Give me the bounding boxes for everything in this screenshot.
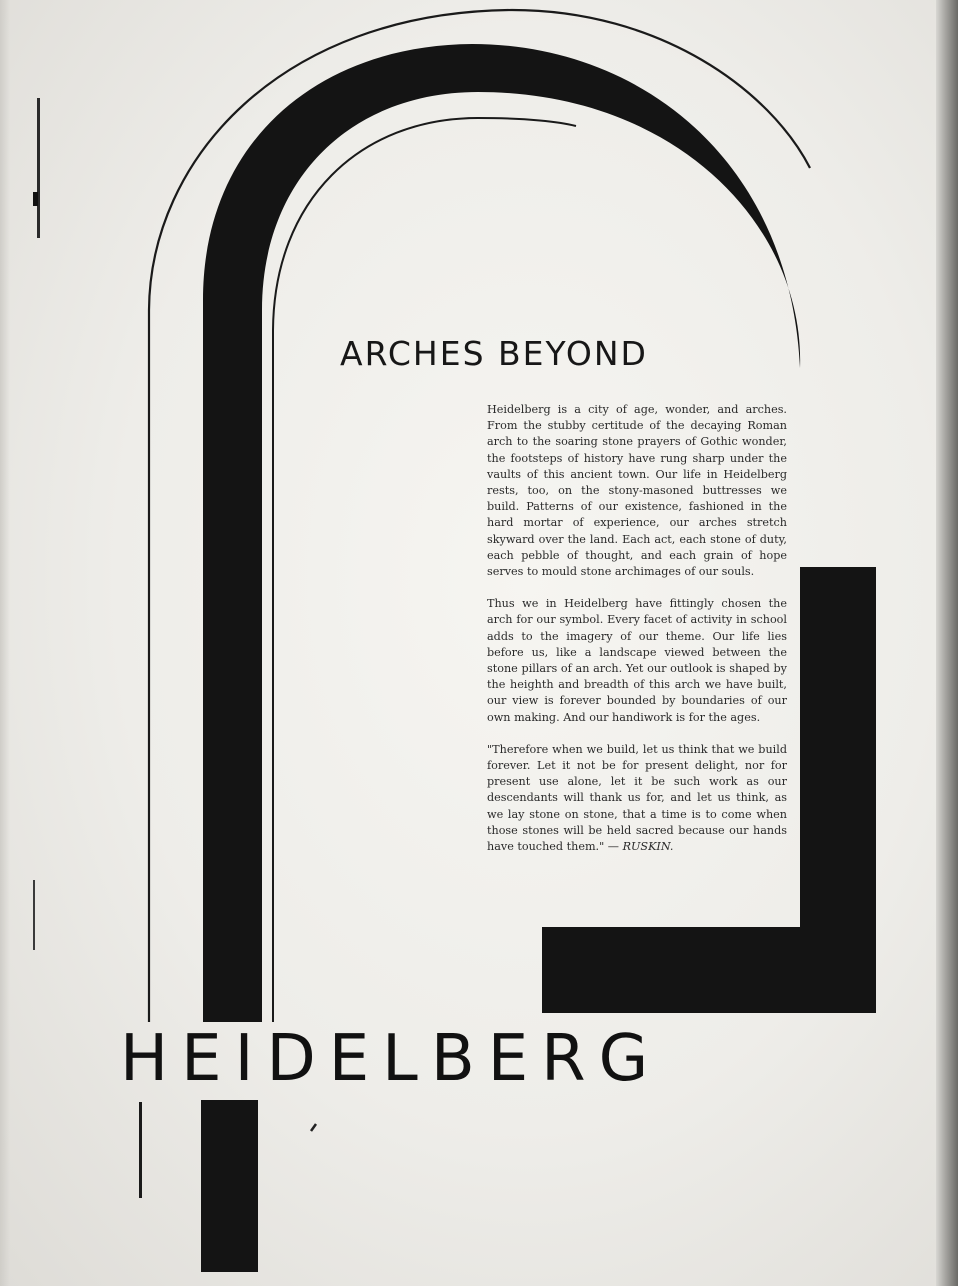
page-title: ARCHES BEYOND (340, 334, 648, 373)
body-text (487, 402, 787, 871)
paragraph-1: Heidelberg is a city of age, wonder, and arches. From the stubby certitude of the decaying Roman arch to the soaring stone prayers of Gothic wonder, the footsteps of history have rung sharp under the vaults of this ancient town. Our life in Heidelberg rests, too, on the stony-masoned buttresses we build. Patterns of our existence, fashioned in the hard mortar of experience, our arches stretch skyward over the land. Each act, each stone of duty, each pebble of thought, and each grain of hope serves to mould stone archimages of our souls. (487, 403, 787, 579)
ruskin-quote (487, 742, 787, 855)
left-margin-mark (37, 98, 40, 238)
paragraph-2: Thus we in Heidelberg have fittingly chosen the arch for our symbol. Every facet of activity in school adds to the imagery of our theme. Our life lies before us, like a landscape viewed between the stone pillars of an arch. Yet our outlook is shaped by the heighth and breadth of this arch we have built, our view is forever bounded by boundaries of our own making. And our handiwork is for the ages. (487, 597, 787, 724)
quote-author: RUSKIN. (622, 840, 674, 854)
quote-text: "Therefore when we build, let us think that we build forever. Let it not be for present delight, nor for present use alone, let it be such work as our descendants will thank us for, and let us think, as we lay stone on stone, that a time is to come when those stones will be held sacred because our hands have touched them." — (487, 742, 787, 854)
lower-left-line (139, 1102, 142, 1198)
heidelberg-wordmark: HEIDELBERG (120, 1022, 662, 1096)
stray-mark (311, 1124, 316, 1131)
left-margin-dot (33, 192, 38, 206)
lower-left-block (201, 1100, 258, 1272)
left-margin-line (33, 880, 35, 950)
